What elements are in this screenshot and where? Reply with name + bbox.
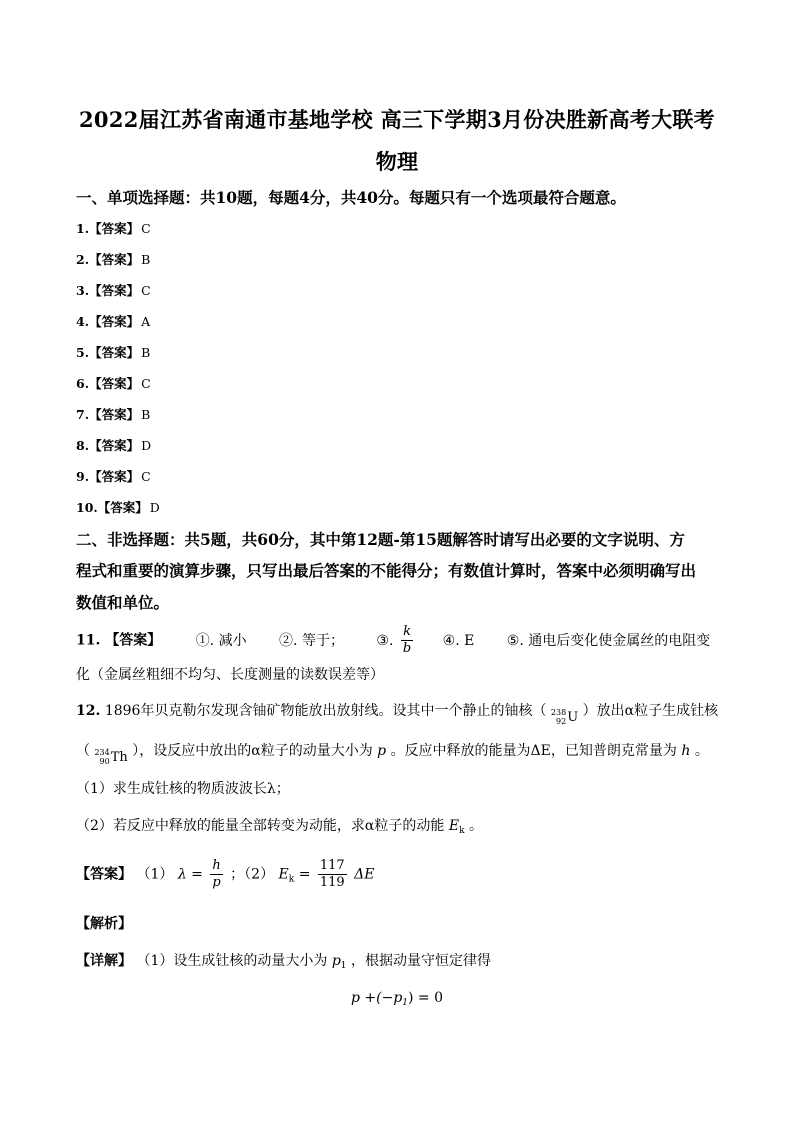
answer-row xyxy=(76,467,151,485)
equation-tail: ) = 0 xyxy=(408,990,444,1006)
q11-fraction-numerator: k xyxy=(403,624,411,639)
planck-symbol: h xyxy=(681,743,691,759)
q12-answer-1-fraction xyxy=(210,858,222,891)
answer-tag: 【答案】 xyxy=(89,376,140,391)
q12-answer-2-numerator: 117 xyxy=(319,858,345,873)
q12-line1 xyxy=(76,700,718,726)
answer-row xyxy=(76,374,151,392)
q12-answer-2-subscript: k xyxy=(288,874,295,885)
detail-tail: ，根据动量守恒定律得 xyxy=(350,953,491,969)
answer-row xyxy=(76,312,150,330)
answer-number: 9. xyxy=(76,469,90,484)
q12-number: 12. xyxy=(76,703,101,719)
uranium-atomic-number: 92 xyxy=(556,717,567,726)
answer-value: C xyxy=(141,283,151,298)
answer-value: B xyxy=(141,407,151,422)
answer-value: A xyxy=(141,314,151,329)
q12-text-2: ）放出α粒子生成钍核 xyxy=(582,703,719,719)
document-subject: 物理 xyxy=(375,149,419,174)
q12-text-3: （ xyxy=(76,743,90,759)
thorium-momentum-symbol: p xyxy=(331,953,341,969)
detail-line xyxy=(76,950,491,971)
q11-answer-line xyxy=(76,624,710,657)
q12-answer-separator: ；（2） xyxy=(230,866,275,883)
q12-line2 xyxy=(76,740,709,766)
q11-answer-2: ②. 等于； xyxy=(279,632,344,649)
q12-question-2-text: （2）若反应中释放的能量全部转变为动能，求α粒子的动能 xyxy=(76,818,445,834)
q12-answer-2-delta-e: ΔE xyxy=(354,866,375,883)
q12-text-5: 。反应中释放的能量为ΔE，已知普朗克常量为 xyxy=(390,743,677,759)
analysis-label: 【解析】 xyxy=(76,916,132,932)
answer-value: D xyxy=(141,438,152,453)
answer-number: 8. xyxy=(76,438,90,453)
answer-number: 2. xyxy=(76,252,90,267)
answer-tag: 【答案】 xyxy=(89,283,140,298)
kinetic-energy-subscript: k xyxy=(459,826,465,836)
q12-answer-line xyxy=(76,858,375,891)
answer-tag: 【答案】 xyxy=(89,252,140,267)
answer-tag: 【答案】 xyxy=(89,314,140,329)
answer-tag: 【答案】 xyxy=(89,345,140,360)
answer-number: 7. xyxy=(76,407,90,422)
answer-value: C xyxy=(141,469,151,484)
q12-answer-1-prefix: （1） xyxy=(136,866,174,883)
q12-answer-1-lhs: λ = xyxy=(177,866,203,883)
kinetic-energy-symbol: E xyxy=(448,818,460,834)
answer-row xyxy=(76,281,151,299)
q12-text-4: ），设反应中放出的α粒子的动量大小为 xyxy=(132,743,373,759)
q12-answer-1-denominator: p xyxy=(212,875,221,890)
section1-heading: 一、单项选择题：共10题，每题4分，共40分。每题只有一个选项最符合题意。 xyxy=(76,188,626,207)
q12-question-1: （1）求生成钍核的物质波波长λ； xyxy=(76,781,290,797)
answer-value: B xyxy=(141,345,151,360)
answer-value: B xyxy=(141,252,151,267)
answer-tag: 【答案】 xyxy=(89,407,140,422)
document-title: 2022届江苏省南通市基地学校 高三下学期3月份决胜新高考大联考 xyxy=(79,107,715,132)
q11-answer-1: ①. 减小 xyxy=(195,632,247,649)
momentum-symbol: p xyxy=(377,743,387,759)
q12-text-1: 1896年贝克勒尔发现含铀矿物能放出放射线。设其中一个静止的铀核（ xyxy=(104,703,547,719)
q12-question-2 xyxy=(76,815,483,836)
q11-answer-3-prefix: ③. xyxy=(376,632,394,649)
answer-number: 1. xyxy=(76,221,90,236)
q11-label: 11. 【答案】 xyxy=(76,632,162,649)
equation-body: p +(−p xyxy=(350,990,403,1006)
uranium-mass-number: 238 xyxy=(550,708,567,717)
momentum-equation xyxy=(0,990,794,1008)
thorium-nucleus xyxy=(94,748,127,766)
answer-row xyxy=(76,436,151,454)
q11-answer-5: ⑤. 通电后变化使金属丝的电阻变 xyxy=(506,632,711,649)
thorium-symbol: Th xyxy=(110,749,128,765)
q12-answer-1-numerator: h xyxy=(212,858,221,873)
q12-answer-2-lhs: E xyxy=(278,866,289,883)
answer-number: 5. xyxy=(76,345,90,360)
answer-value: D xyxy=(149,500,160,515)
answer-row xyxy=(76,219,151,237)
answer-row xyxy=(76,498,160,516)
answer-number: 10. xyxy=(76,500,98,515)
answer-tag: 【答案】 xyxy=(97,500,148,515)
section2-heading-line2: 程式和重要的演算步骤，只写出最后答案的不能得分；有数值计算时，答案中必须明确写出 xyxy=(76,561,697,580)
q12-question-2-end: 。 xyxy=(468,818,483,834)
q11-answer-3-fraction xyxy=(401,624,413,657)
answer-tag: 【答案】 xyxy=(89,438,140,453)
q12-answer-label: 【答案】 xyxy=(76,866,132,883)
q12-answer-2-fraction xyxy=(318,858,347,891)
equation-subscript: 1 xyxy=(402,998,409,1008)
answer-value: C xyxy=(141,221,151,236)
answer-row xyxy=(76,343,150,361)
q11-answer-4: ④. E xyxy=(442,632,475,649)
answer-tag: 【答案】 xyxy=(89,469,140,484)
q12-text-6: 。 xyxy=(694,743,709,759)
answer-number: 6. xyxy=(76,376,90,391)
detail-label: 【详解】 xyxy=(76,953,132,969)
thorium-mass-number: 234 xyxy=(94,748,110,757)
uranium-symbol: U xyxy=(567,709,579,725)
answer-row xyxy=(76,405,150,423)
answer-number: 3. xyxy=(76,283,90,298)
q12-answer-2-denominator: 119 xyxy=(319,875,345,890)
section2-heading-line3: 数值和单位。 xyxy=(76,593,170,612)
answer-row xyxy=(76,250,150,268)
uranium-nucleus xyxy=(551,708,578,726)
answer-number: 4. xyxy=(76,314,90,329)
section2-heading-line1: 二、非选择题：共5题，共60分，其中第12题-第15题解答时请写出必要的文字说明、方 xyxy=(76,530,685,549)
q11-continuation: 化（金属丝粗细不均匀、长度测量的读数误差等） xyxy=(76,667,384,683)
answer-tag: 【答案】 xyxy=(89,221,140,236)
q11-fraction-denominator: b xyxy=(402,641,412,656)
thorium-momentum-subscript: 1 xyxy=(340,961,347,971)
thorium-atomic-number: 90 xyxy=(99,757,110,766)
q12-answer-2-equals: = xyxy=(298,866,311,883)
answer-value: C xyxy=(141,376,151,391)
detail-text: （1）设生成钍核的动量大小为 xyxy=(136,953,328,969)
